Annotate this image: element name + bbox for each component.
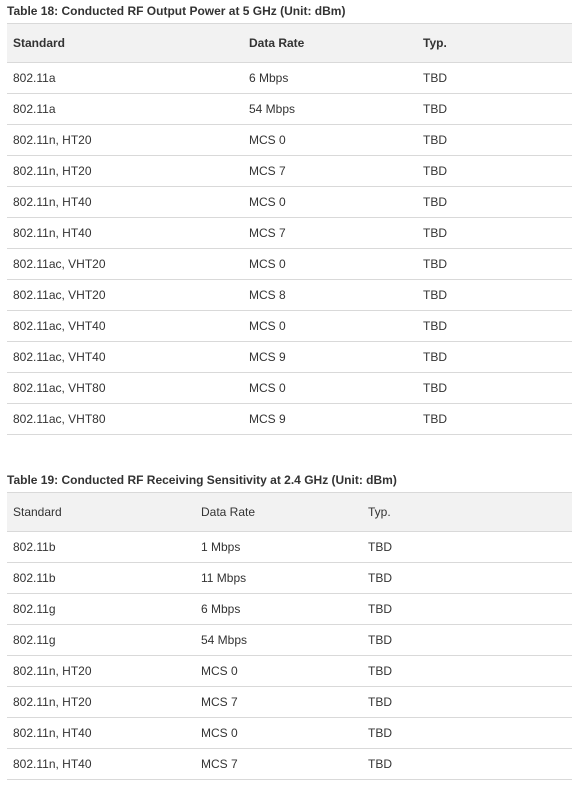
cell-standard: 802.11n, HT40 <box>7 749 195 780</box>
cell-typ: TBD <box>362 718 572 749</box>
table-row <box>7 373 572 404</box>
cell-data-rate: 54 Mbps <box>195 625 362 656</box>
table-row <box>7 656 572 687</box>
table-row <box>7 687 572 718</box>
cell-standard: 802.11b <box>7 532 195 563</box>
table-row <box>7 342 572 373</box>
cell-standard: 802.11b <box>7 563 195 594</box>
cell-data-rate: MCS 0 <box>243 249 417 280</box>
cell-typ: TBD <box>362 563 572 594</box>
table-row <box>7 280 572 311</box>
cell-typ: TBD <box>362 532 572 563</box>
cell-data-rate: MCS 7 <box>243 156 417 187</box>
table-row <box>7 187 572 218</box>
cell-standard: 802.11ac, VHT80 <box>7 373 243 404</box>
cell-standard: 802.11g <box>7 594 195 625</box>
table-19 <box>7 492 572 780</box>
cell-typ: TBD <box>417 187 572 218</box>
table-18-header-row <box>7 24 572 63</box>
cell-data-rate: MCS 0 <box>195 718 362 749</box>
table-19-section <box>7 469 572 780</box>
table-row <box>7 563 572 594</box>
table-18-caption: Table 18: Conducted RF Output Power at 5 GHz (Unit: dBm) <box>7 4 346 18</box>
table-row <box>7 125 572 156</box>
table-18 <box>7 23 572 435</box>
column-header-typ: Typ. <box>362 493 572 532</box>
cell-data-rate: MCS 9 <box>243 342 417 373</box>
cell-data-rate: MCS 0 <box>243 187 417 218</box>
cell-data-rate: MCS 7 <box>195 749 362 780</box>
table-row <box>7 249 572 280</box>
cell-standard: 802.11n, HT20 <box>7 687 195 718</box>
table-row <box>7 594 572 625</box>
table-row <box>7 311 572 342</box>
cell-standard: 802.11a <box>7 63 243 94</box>
cell-data-rate: 1 Mbps <box>195 532 362 563</box>
table-19-header-row <box>7 493 572 532</box>
cell-typ: TBD <box>362 656 572 687</box>
column-header-standard: Standard <box>7 493 195 532</box>
cell-standard: 802.11a <box>7 94 243 125</box>
cell-data-rate: MCS 9 <box>243 404 417 435</box>
cell-typ: TBD <box>362 594 572 625</box>
cell-typ: TBD <box>417 404 572 435</box>
cell-typ: TBD <box>417 125 572 156</box>
cell-typ: TBD <box>417 249 572 280</box>
cell-typ: TBD <box>417 218 572 249</box>
table-row <box>7 156 572 187</box>
cell-data-rate: MCS 0 <box>243 125 417 156</box>
table-18-body <box>7 63 572 435</box>
table-19-body <box>7 532 572 780</box>
cell-data-rate: MCS 7 <box>195 687 362 718</box>
cell-standard: 802.11ac, VHT80 <box>7 404 243 435</box>
cell-typ: TBD <box>362 749 572 780</box>
cell-standard: 802.11ac, VHT20 <box>7 249 243 280</box>
table-row <box>7 625 572 656</box>
cell-data-rate: 54 Mbps <box>243 94 417 125</box>
cell-typ: TBD <box>417 280 572 311</box>
cell-typ: TBD <box>417 373 572 404</box>
cell-standard: 802.11n, HT40 <box>7 218 243 249</box>
cell-standard: 802.11ac, VHT20 <box>7 280 243 311</box>
cell-data-rate: 11 Mbps <box>195 563 362 594</box>
table-row <box>7 532 572 563</box>
cell-standard: 802.11g <box>7 625 195 656</box>
table-row <box>7 404 572 435</box>
cell-typ: TBD <box>417 156 572 187</box>
table-row <box>7 718 572 749</box>
column-header-typ: Typ. <box>417 24 572 63</box>
cell-data-rate: 6 Mbps <box>243 63 417 94</box>
cell-data-rate: MCS 0 <box>195 656 362 687</box>
column-header-data-rate: Data Rate <box>195 493 362 532</box>
table-row <box>7 218 572 249</box>
cell-standard: 802.11n, HT20 <box>7 125 243 156</box>
column-header-data-rate: Data Rate <box>243 24 417 63</box>
cell-typ: TBD <box>417 94 572 125</box>
cell-standard: 802.11n, HT20 <box>7 656 195 687</box>
table-row <box>7 749 572 780</box>
table-18-section <box>7 0 572 435</box>
cell-standard: 802.11ac, VHT40 <box>7 311 243 342</box>
cell-standard: 802.11n, HT40 <box>7 718 195 749</box>
column-header-standard: Standard <box>7 24 243 63</box>
cell-standard: 802.11n, HT40 <box>7 187 243 218</box>
cell-data-rate: MCS 7 <box>243 218 417 249</box>
cell-typ: TBD <box>362 625 572 656</box>
cell-standard: 802.11n, HT20 <box>7 156 243 187</box>
cell-data-rate: MCS 0 <box>243 373 417 404</box>
cell-data-rate: 6 Mbps <box>195 594 362 625</box>
table-19-caption: Table 19: Conducted RF Receiving Sensitivity at 2.4 GHz (Unit: dBm) <box>7 473 397 487</box>
cell-data-rate: MCS 8 <box>243 280 417 311</box>
cell-typ: TBD <box>417 342 572 373</box>
table-row <box>7 94 572 125</box>
cell-typ: TBD <box>417 311 572 342</box>
table-row <box>7 63 572 94</box>
cell-standard: 802.11ac, VHT40 <box>7 342 243 373</box>
cell-data-rate: MCS 0 <box>243 311 417 342</box>
cell-typ: TBD <box>417 63 572 94</box>
cell-typ: TBD <box>362 687 572 718</box>
